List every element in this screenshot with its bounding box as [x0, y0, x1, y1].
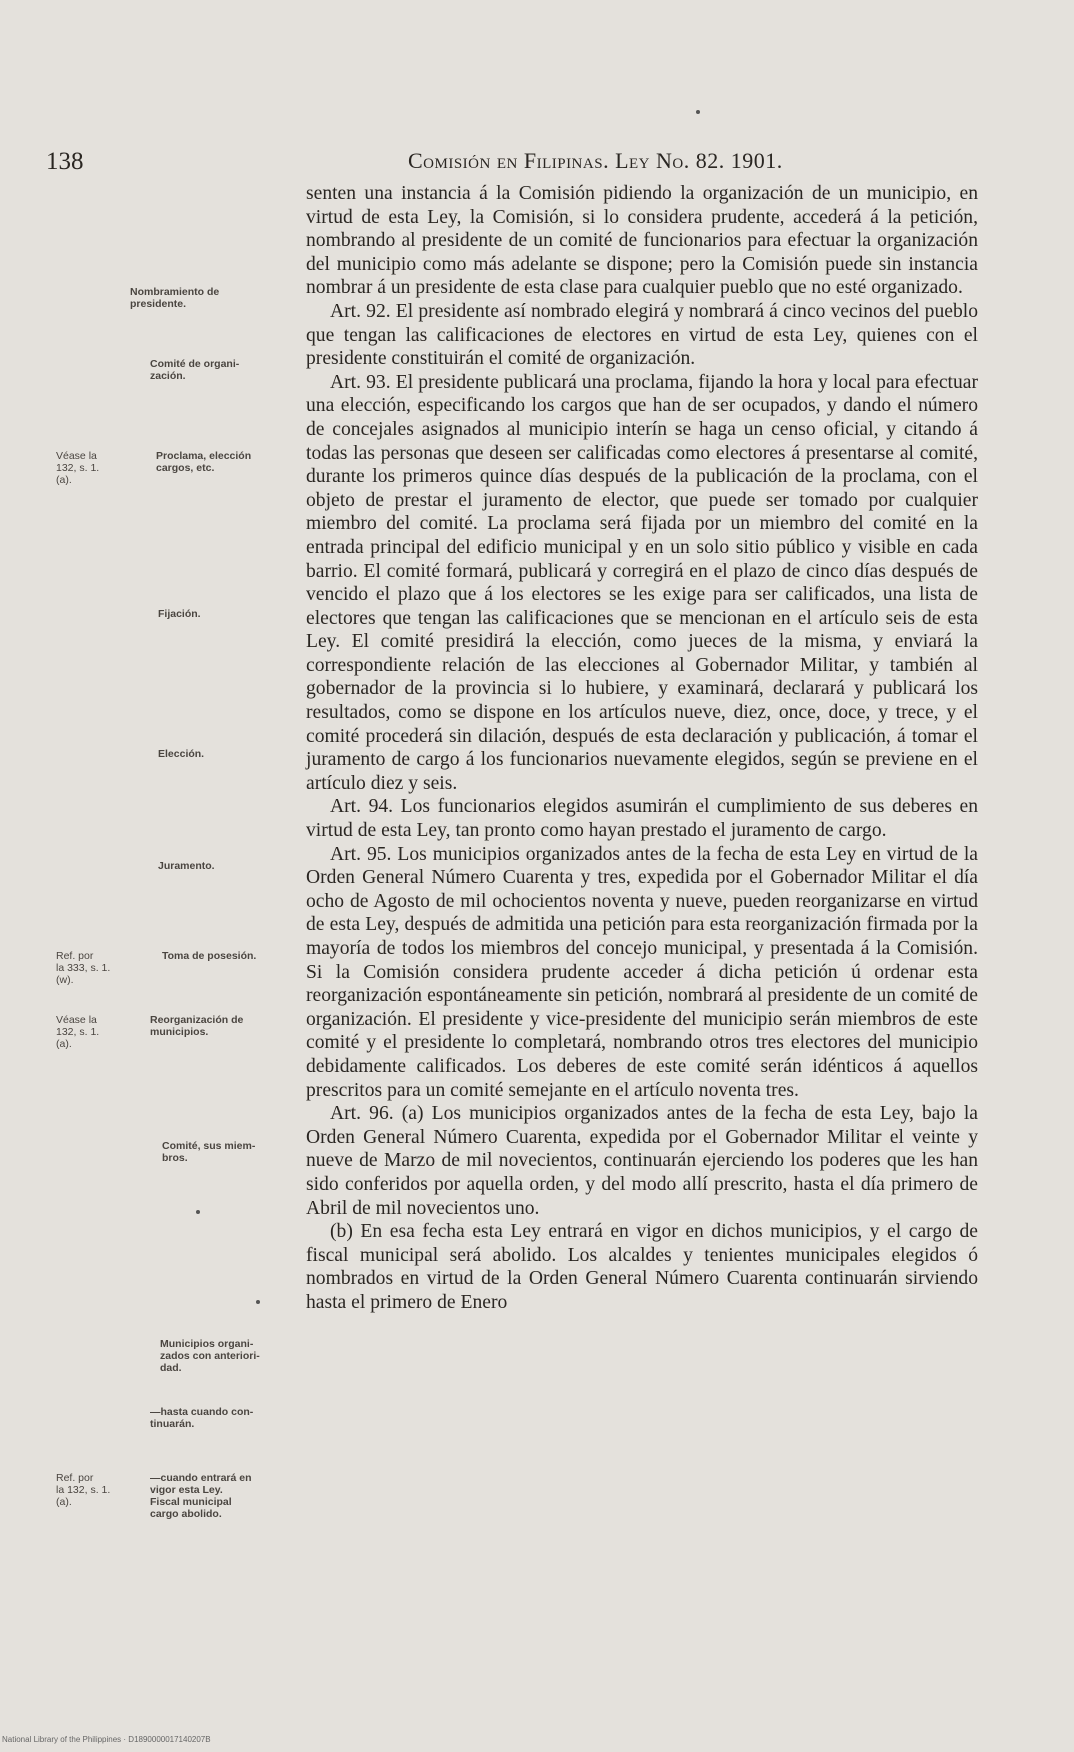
paragraph-art-95: Art. 95. Los municipios organizados antes de la fecha de esta Ley en virtud de la Orden General Número Cuarenta y tres, expedida por el Gobernador Militar el día ocho de Agosto de mil ochocientos noventa y nueve, pueden reorganizarse en virtud de esta Ley, después de admitida una petición para esta reorganización firmada por la mayoría de todos los miembros del concejo municipal, y presentada á la Comisión. Si la Comisión considera prudente acceder á dicha petición ú ordenar esta reorganización espontáneamente sin petición, nombrará al presidente de un comité de organización. El presidente y vice-presidente del municipio serán miembros de este comité y el presidente lo completará, nombrando otros tres electores del municipio debidamente calificados. Los deberes de este comité serán idénticos á aquellos prescritos para un comité semejante en el artículo noventa tres.	[306, 843, 978, 1101]
body-text	[306, 182, 978, 1315]
print-speck	[256, 1300, 260, 1304]
page-header	[46, 148, 914, 178]
margin-note: Reorganización de municipios.	[150, 1014, 244, 1038]
paragraph-art-92: Art. 92. El presidente así nombrado elegirá y nombrará á cinco vecinos del pueblo que tengan las calificaciones de electores en virtud de esta Ley, quienes con el presidente constituirán el comité de organización.	[306, 300, 978, 370]
paragraph-art-93: Art. 93. El presidente publicará una proclama, fijando la hora y local para efectuar una elección, especificando los cargos que han de ser ocupados, y dando el número de concejales asignados al municipio interín se haga un censo oficial, y citando á todas las personas que deseen ser calificadas como electores á presentarse al comité, durante los primeros quince días después de la publicación de la proclama, con el objeto de prestar el juramento de elector, que puede ser tomado por cualquier miembro del comité. La proclama será fijada por un miembro del comité en la entrada principal del edificio municipal y en un solo sitio público y visible en cada barrio. El comité formará, publicará y corregirá en el plazo de cinco días después de vencido el plazo que á los electores se les exige para ser calificados, una lista de electores que tengan las calificaciones que se mencionan en el artículo seis de esta Ley. El comité presidirá la elección, como jueces de la misma, y enviará la correspondiente relación de las elecciones al Gobernador Militar, y también al gobernador de la provincia si lo hubiere, y examinará, declarará y publicará los resultados, como se dispone en los artículos nueve, diez, once, doce, y trece, y el comité procederá sin dilación, después de esta declaración y publicación, á tomar el juramento de cargo á los funcionarios nuevamente elegidos, según se previene en el artículo diez y seis.	[306, 371, 978, 794]
margin-note: Juramento.	[158, 860, 215, 872]
footer-credit: National Library of the Philippines · D1890000017140207B	[2, 1735, 211, 1744]
margin-note: Comité de organi- zación.	[150, 358, 240, 382]
margin-note: Municipios organi- zados con anteriori- dad.	[160, 1338, 260, 1374]
margin-reference: Ref. por la 333, s. 1. (w).	[56, 950, 111, 986]
print-speck	[696, 110, 700, 114]
paragraph-art-94: Art. 94. Los funcionarios elegidos asumirán el cumplimiento de sus deberes en virtud de esta Ley, tan pronto como hayan prestado el juramento de cargo.	[306, 796, 978, 842]
print-speck	[196, 1210, 200, 1214]
margin-note: —cuando entrará en vigor esta Ley. Fiscal municipal cargo abolido.	[150, 1472, 252, 1520]
margin-note: —hasta cuando con- tinuarán.	[150, 1406, 254, 1430]
margin-reference: Véase la 132, s. 1. (a).	[56, 1014, 100, 1050]
paragraph-art-96a: Art. 96. (a) Los municipios organizados antes de la fecha de esta Ley, bajo la Orden General Número Cuarenta, expedida por el Gobernador Militar el veinte y nueve de Marzo de mil novecientos, continuarán ejerciendo los poderes que les han sido conferidos por aquella orden, y del modo allí prescrito, hasta el día primero de Abril de mil novecientos uno.	[306, 1103, 978, 1219]
margin-reference: Véase la 132, s. 1. (a).	[56, 450, 100, 486]
margin-note: Elección.	[158, 748, 205, 760]
running-title: Comisión en Filipinas. Ley No. 82. 1901.	[408, 148, 783, 173]
margin-note: Toma de posesión.	[162, 950, 257, 962]
page-number: 138	[46, 148, 84, 175]
margin-note: Proclama, elección cargos, etc.	[156, 450, 252, 474]
margin-note: Comité, sus miem- bros.	[162, 1140, 256, 1164]
paragraph: senten una instancia á la Comisión pidiendo la organización de un municipio, en virtud de esta Ley, la Comisión, si lo considera prudente, accederá á la petición, nombrando al presidente de un comité de funcionarios para efectuar la organización del municipio como más adelante se dispone; pero la Comisión puede sin instancia nombrar á un presidente de esta clase para cualquier pueblo que no esté organizado.	[306, 183, 978, 299]
margin-reference: Ref. por la 132, s. 1. (a).	[56, 1472, 111, 1508]
paragraph-art-96b: (b) En esa fecha esta Ley entrará en vigor en dichos municipios, y el cargo de fiscal municipal será abolido. Los alcaldes y tenientes municipales elegidos ó nombrados en virtud de la Orden General Número Cuarenta continuarán sirviendo hasta el primero de Enero	[306, 1221, 978, 1313]
margin-note: Fijación.	[158, 608, 201, 620]
margin-note: Nombramiento de presidente.	[130, 286, 220, 310]
